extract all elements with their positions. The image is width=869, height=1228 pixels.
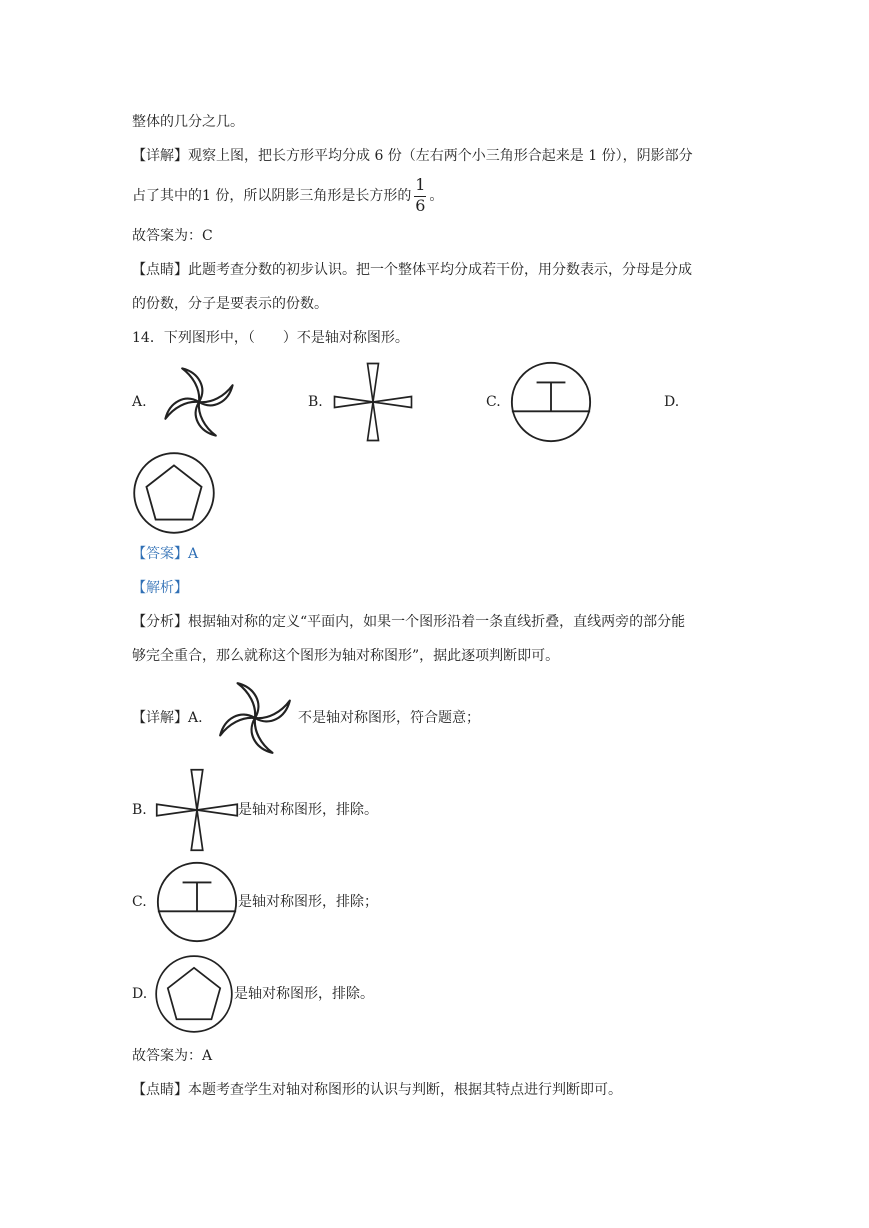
detail-b-prefix: B. [132, 802, 147, 818]
detail-b-suffix: 是轴对称图形，排除。 [238, 802, 378, 818]
detail-d-prefix: D. [132, 986, 148, 1002]
answer-heading: 【答案】A [132, 546, 199, 562]
detail-a-prefix: 【详解】A. [132, 710, 203, 726]
final-answer-line: 故答案为：A [132, 1048, 213, 1064]
detail-c-circle-t-figure [155, 860, 239, 944]
detail-a-suffix: 不是轴对称图形，符合题意； [298, 710, 480, 726]
fraction-numerator: 1 [415, 175, 426, 194]
question-14: 14．下列图形中，（ ）不是轴对称图形。 [132, 330, 409, 346]
text-line-1: 整体的几分之几。 [132, 114, 244, 130]
detail-d-suffix: 是轴对称图形，排除。 [234, 986, 374, 1002]
detail-c-suffix: 是轴对称图形，排除； [238, 894, 378, 910]
option-a-label: A. [132, 394, 147, 410]
detail-line-1: 【详解】观察上图，把长方形平均分成 6 份（左右两个小三角形合起来是 1 份），阴影部分 [132, 148, 693, 164]
analysis-line-2: 够完全重合，那么就称这个图形为轴对称图形”，据此逐项判断即可。 [132, 648, 560, 664]
detail-c-prefix: C. [132, 894, 147, 910]
detail-a-pinwheel-figure [212, 678, 298, 758]
fraction-denominator: 6 [415, 196, 426, 215]
option-c-label: C. [486, 394, 501, 410]
note-line-1: 【点睛】此题考查分数的初步认识。把一个整体平均分成若干份，用分数表示，分母是分成 [132, 262, 692, 278]
option-b-cross-figure [330, 362, 416, 442]
detail-d-pentagon-figure [153, 953, 235, 1035]
option-a-pinwheel-figure [155, 362, 241, 442]
detail-b-cross-figure [155, 768, 239, 852]
option-d-label: D. [664, 394, 680, 410]
detail-line-2-end: 。 [429, 188, 444, 204]
final-note-line: 【点睛】本题考查学生对轴对称图形的认识与判断，根据其特点进行判断即可。 [132, 1082, 622, 1098]
note-line-2: 的份数，分子是要表示的份数。 [132, 296, 328, 312]
fraction-one-sixth [413, 176, 427, 216]
analysis-heading: 【解析】 [132, 580, 188, 596]
option-b-label: B. [308, 394, 323, 410]
detail-line-2 [132, 176, 443, 216]
option-c-circle-t-figure [508, 360, 594, 444]
answer-line-c: 故答案为：C [132, 228, 213, 244]
option-d-pentagon-figure [130, 450, 218, 536]
detail-line-2-text: 占了其中的1 份，所以阴影三角形是长方形的 [132, 188, 412, 204]
analysis-line-1: 【分析】根据轴对称的定义“平面内，如果一个图形沿着一条直线折叠，直线两旁的部分能 [132, 614, 686, 630]
